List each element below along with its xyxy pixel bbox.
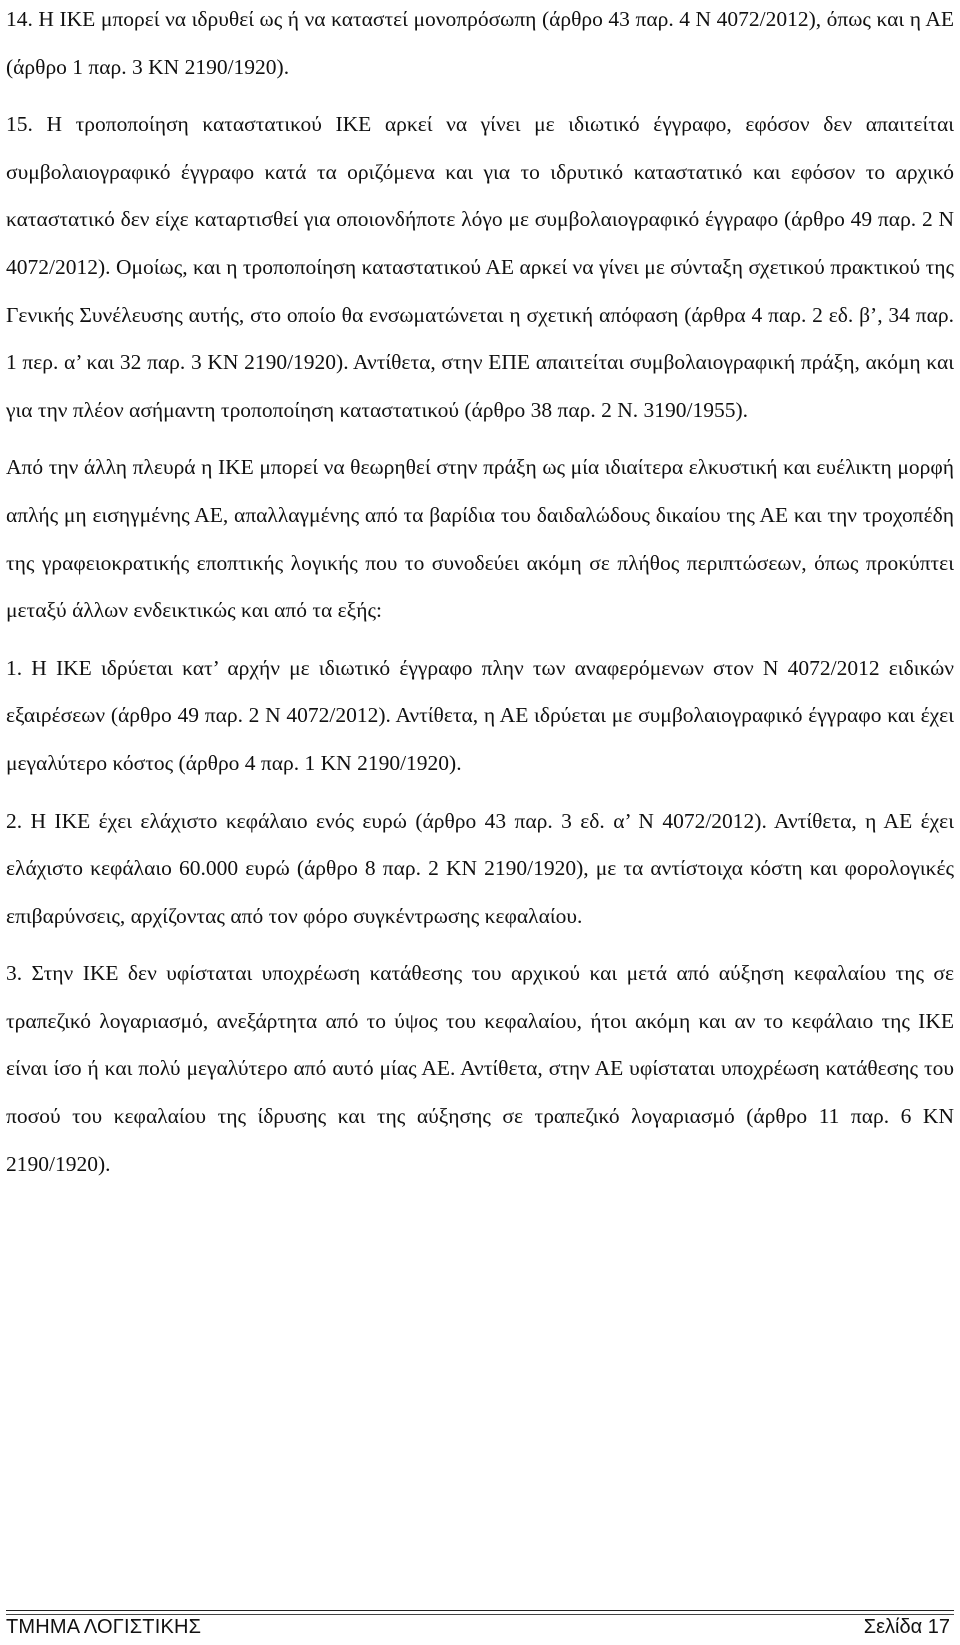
paragraph-comparison-intro: Από την άλλη πλευρά η ΙΚΕ μπορεί να θεωρηθεί στην πράξη ως μία ιδιαίτερα ελκυστική και ευέλικτη μορφή απλής μη εισηγμένης ΑΕ, απαλλαγμένης από τα βαρίδια του δαιδαλώδους δικαίου της ΑΕ και την τροχοπέδη της γραφειοκρατικής εποπτικής λογικής που το συνοδεύει ακόμη σε πλήθος περιπτώσεων, όπως προκύπτει μεταξύ άλλων ενδεικτικώς και από τα εξής: bbox=[6, 455, 954, 623]
paragraph-item-15: 15. Η τροποποίηση καταστατικού ΙΚΕ αρκεί να γίνει με ιδιωτικό έγγραφο, εφόσον δεν απαιτείται συμβολαιογραφικό έγγραφο κατά τα οριζόμενα και για το ιδρυτικό καταστατικό και εφόσον το αρχικό καταστατικό δεν είχε καταρτισθεί για οποιονδήποτε λόγο με συμβολαιογραφικό έγγραφο (άρθρο 49 παρ. 2 Ν 4072/2012). Ομοίως, και η τροποποίηση καταστατικού ΑΕ αρκεί να γίνει με σύνταξη σχετικού πρακτικού της Γενικής Συνέλευσης αυτής, στο οποίο θα ενσωματώνεται η σχετική απόφαση (άρθρα 4 παρ. 2 εδ. β’, 34 παρ. 1 περ. α’ και 32 παρ. 3 ΚΝ 2190/1920). Αντίθετα, στην ΕΠΕ απαιτείται συμβολαιογραφική πράξη, ακόμη και για την πλέον ασήμαντη τροποποίηση καταστατικού (άρθρο 38 παρ. 2 Ν. 3190/1955). bbox=[6, 112, 954, 422]
footer-department: ΤΜΗΜΑ ΛΟΓΙΣΤΙΚΗΣ bbox=[6, 1616, 202, 1638]
footer-page-number: Σελίδα 17 bbox=[863, 1616, 950, 1638]
paragraph-point-2: 2. Η ΙΚΕ έχει ελάχιστο κεφάλαιο ενός ευρώ (άρθρο 43 παρ. 3 εδ. α’ Ν 4072/2012). Αντίθετα, η ΑΕ έχει ελάχιστο κεφάλαιο 60.000 ευρώ (άρθρο 8 παρ. 2 ΚΝ 2190/1920), με τα αντίστοιχα κόστη και φορολογικές επιβαρύνσεις, αρχίζοντας από τον φόρο συγκέντρωσης κεφαλαίου. bbox=[6, 808, 954, 928]
paragraph-point-1: 1. Η ΙΚΕ ιδρύεται κατ’ αρχήν με ιδιωτικό έγγραφο πλην των αναφερόμενων στον Ν 4072/2012 ειδικών εξαιρέσεων (άρθρο 49 παρ. 2 Ν 4072/2012). Αντίθετα, η ΑΕ ιδρύεται με συμβολαιογραφικό έγγραφο και έχει μεγαλύτερο κόστος (άρθρο 4 παρ. 1 ΚΝ 2190/1920). bbox=[6, 655, 954, 775]
footer-divider bbox=[6, 1610, 954, 1611]
paragraph-item-14: 14. Η ΙΚΕ μπορεί να ιδρυθεί ως ή να καταστεί μονοπρόσωπη (άρθρο 43 παρ. 4 Ν 4072/2012), όπως και η ΑΕ (άρθρο 1 παρ. 3 ΚΝ 2190/1920). bbox=[6, 7, 954, 79]
document-body bbox=[6, 0, 954, 1188]
paragraph-point-3: 3. Στην ΙΚΕ δεν υφίσταται υποχρέωση κατάθεσης του αρχικού και μετά από αύξηση κεφαλαίου της σε τραπεζικό λογαριασμό, ανεξάρτητα από το ύψος του κεφαλαίου, ήτοι ακόμη και αν το κεφάλαιο της ΙΚΕ είναι ίσο ή και πολύ μεγαλύτερο από αυτό μίας ΑΕ. Αντίθετα, στην ΑΕ υφίσταται υποχρέωση κατάθεσης του ποσού του κεφαλαίου της ίδρυσης και της αύξησης σε τραπεζικό λογαριασμό (άρθρο 11 παρ. 6 ΚΝ 2190/1920). bbox=[6, 961, 954, 1176]
footer-divider-secondary bbox=[6, 1614, 954, 1615]
